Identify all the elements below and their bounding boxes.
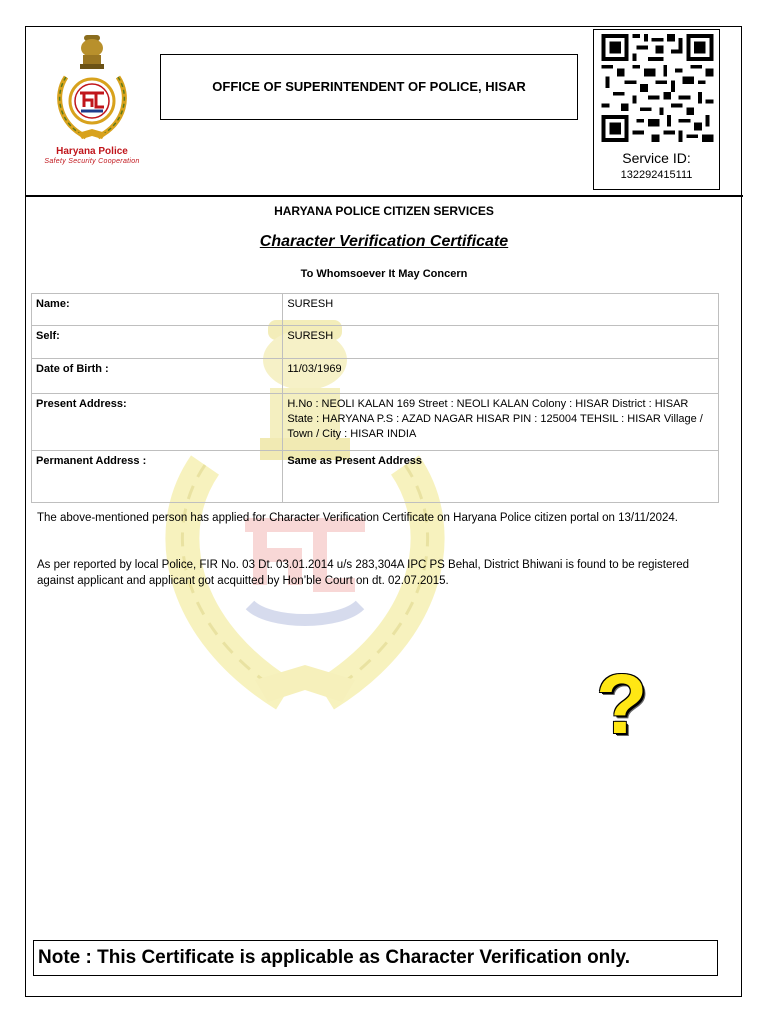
- question-mark-annotation: ?: [596, 657, 648, 751]
- header-divider: [25, 195, 743, 197]
- self-label: Self:: [32, 326, 283, 359]
- present-address-label: Present Address:: [32, 394, 283, 451]
- dob-label: Date of Birth :: [32, 359, 283, 394]
- table-row: [32, 326, 719, 359]
- haryana-police-logo: [34, 33, 150, 173]
- table-row: [32, 394, 719, 451]
- qr-code-icon: [601, 34, 714, 142]
- service-id-value: 132292415111: [620, 169, 693, 181]
- application-paragraph: The above-mentioned person has applied for Character Verification Certificate on Haryana Police citizen portal on 13/11/2024.: [37, 512, 678, 524]
- note-box: [33, 940, 718, 976]
- certificate-title: Character Verification Certificate: [259, 233, 509, 250]
- salutation: To Whomsoever It May Concern: [300, 268, 468, 280]
- present-address-value: H.No : NEOLI KALAN 169 Street : NEOLI KALAN Colony : HISAR District : HISAR State : HARYANA P.S : AZAD NAGAR HISAR PIN : 125004 TEHSIL : HISAR Village / Town / City : HISAR INDIA: [283, 394, 719, 451]
- section-heading: HARYANA POLICE CITIZEN SERVICES: [274, 204, 494, 218]
- service-id-label: Service ID:: [622, 150, 691, 166]
- office-title-box: [160, 54, 578, 120]
- police-emblem-icon: [48, 33, 136, 145]
- service-id-box: [593, 29, 720, 190]
- table-row: [32, 294, 719, 326]
- dob-value: 11/03/1969: [283, 359, 719, 394]
- self-value: SURESH: [283, 326, 719, 359]
- office-title: OFFICE OF SUPERINTENDENT OF POLICE, HISAR: [212, 79, 526, 94]
- details-table: [31, 293, 719, 503]
- note-text: Note : This Certificate is applicable as Character Verification only.: [38, 947, 630, 968]
- table-row: [32, 451, 719, 503]
- name-label: Name:: [32, 294, 283, 326]
- police-report-paragraph: As per reported by local Police, FIR No. 03 Dt. 03.01.2014 u/s 283,304A IPC PS Behal, District Bhiwani is found to be registered against applicant and applicant got acquitted by Hon’ble Court on dt. 02.07.2015.: [37, 559, 690, 587]
- permanent-address-value: Same as Present Address: [283, 451, 719, 503]
- logo-tagline: Safety Security Cooperation: [44, 158, 140, 165]
- name-value: SURESH: [283, 294, 719, 326]
- permanent-address-label: Permanent Address :: [32, 451, 283, 503]
- table-row: [32, 359, 719, 394]
- logo-title: Haryana Police: [56, 146, 128, 157]
